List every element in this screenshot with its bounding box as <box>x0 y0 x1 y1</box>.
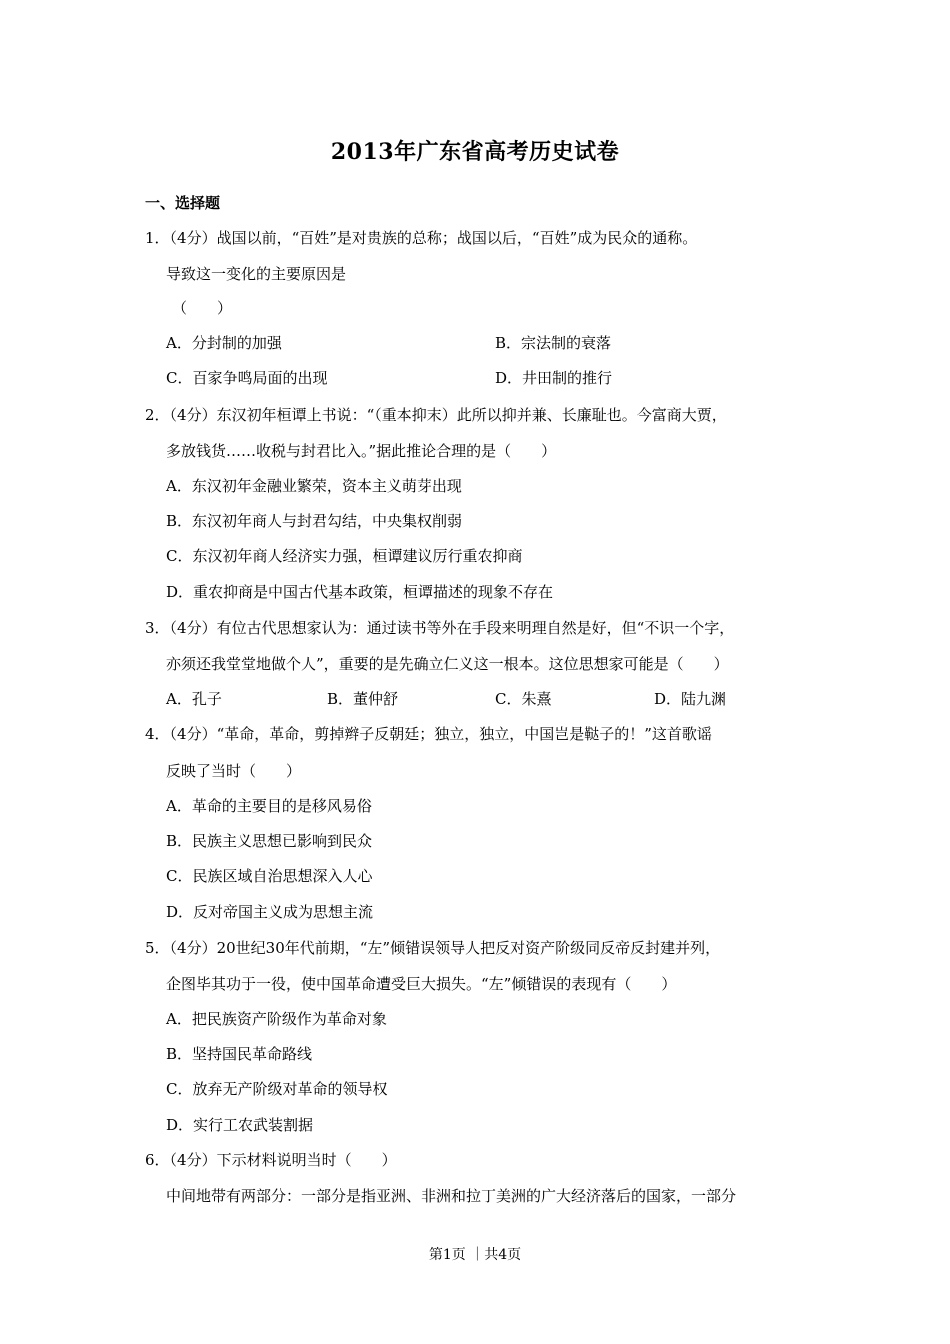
question-4-option-c: C．民族区域自治思想深入人心 <box>166 867 373 885</box>
question-1-stem: 1．（4分）战国以前，“百姓”是对贵族的总称；战国以后，“百姓”成为民众的通称。 <box>145 229 698 247</box>
question-4-stem: 4．（4分）“革命，革命，剪掉辫子反朝廷；独立，独立，中国岂是鞑子的！”这首歌谣 <box>145 725 712 743</box>
page-footer: 第1页 ｜共4页 <box>428 1247 522 1263</box>
question-6-material: 中间地带有两部分：一部分是指亚洲、非洲和拉丁美洲的广大经济落后的国家，一部分 <box>166 1187 737 1205</box>
question-1-option-c: C．百家争鸣局面的出现 <box>166 369 328 387</box>
question-3-stem: 3．（4分）有位古代思想家认为：通过读书等外在手段来明理自然是好，但“不识一个字， <box>145 619 735 637</box>
question-2-stem: 2．（4分）东汉初年桓谭上书说：“（重本抑末）此所以抑并兼、长廉耻也。今富商大贾， <box>145 406 727 424</box>
question-6-stem: 6．（4分）下示材料说明当时（ ） <box>145 1151 397 1169</box>
question-4-option-d: D．反对帝国主义成为思想主流 <box>166 903 374 921</box>
question-5-stem: 5．（4分）20世纪30年代前期，“左”倾错误领导人把反对资产阶级同反帝反封建并列， <box>145 939 721 957</box>
question-1-stem-cont: 导致这一变化的主要原因是 <box>166 265 347 283</box>
question-3-option-d: D．陆九渊 <box>654 690 727 708</box>
page-title: 2013年广东省高考历史试卷 <box>330 139 620 165</box>
question-2-option-c: C．东汉初年商人经济实力强，桓谭建议厉行重农抑商 <box>166 547 523 565</box>
question-5-option-b: B．坚持国民革命路线 <box>166 1045 313 1063</box>
question-2-option-d: D．重农抑商是中国古代基本政策，桓谭描述的现象不存在 <box>166 583 554 601</box>
question-3-option-a: A．孔子 <box>166 690 222 708</box>
section-heading: 一、选择题 <box>145 194 221 212</box>
question-4-stem-cont: 反映了当时（ ） <box>166 762 302 780</box>
question-3-stem-cont: 亦须还我堂堂地做个人”，重要的是先确立仁义这一根本。这位思想家可能是（ ） <box>166 655 729 673</box>
question-4-option-a: A．革命的主要目的是移风易俗 <box>166 797 372 815</box>
question-3-option-b: B．董仲舒 <box>327 690 399 708</box>
question-5-option-c: C．放弃无产阶级对革命的领导权 <box>166 1080 388 1098</box>
question-4-option-b: B．民族主义思想已影响到民众 <box>166 832 373 850</box>
question-1-option-a: A．分封制的加强 <box>166 334 282 352</box>
question-1-option-d: D．井田制的推行 <box>495 369 613 387</box>
question-5-option-d: D．实行工农武装割据 <box>166 1116 314 1134</box>
question-5-option-a: A．把民族资产阶级作为革命对象 <box>166 1010 387 1028</box>
question-2-option-b: B．东汉初年商人与封君勾结，中央集权削弱 <box>166 512 463 530</box>
question-2-stem-cont: 多放钱货……收税与封君比入。”据此推论合理的是（ ） <box>166 442 557 460</box>
question-2-option-a: A．东汉初年金融业繁荣，资本主义萌芽出现 <box>166 477 462 495</box>
question-3-option-c: C．朱熹 <box>495 690 552 708</box>
question-1-answer-blank: （ ） <box>172 299 233 317</box>
question-1-option-b: B．宗法制的衰落 <box>495 334 612 352</box>
question-5-stem-cont: 企图毕其功于一役，使中国革命遭受巨大损失。“左”倾错误的表现有（ ） <box>166 975 677 993</box>
